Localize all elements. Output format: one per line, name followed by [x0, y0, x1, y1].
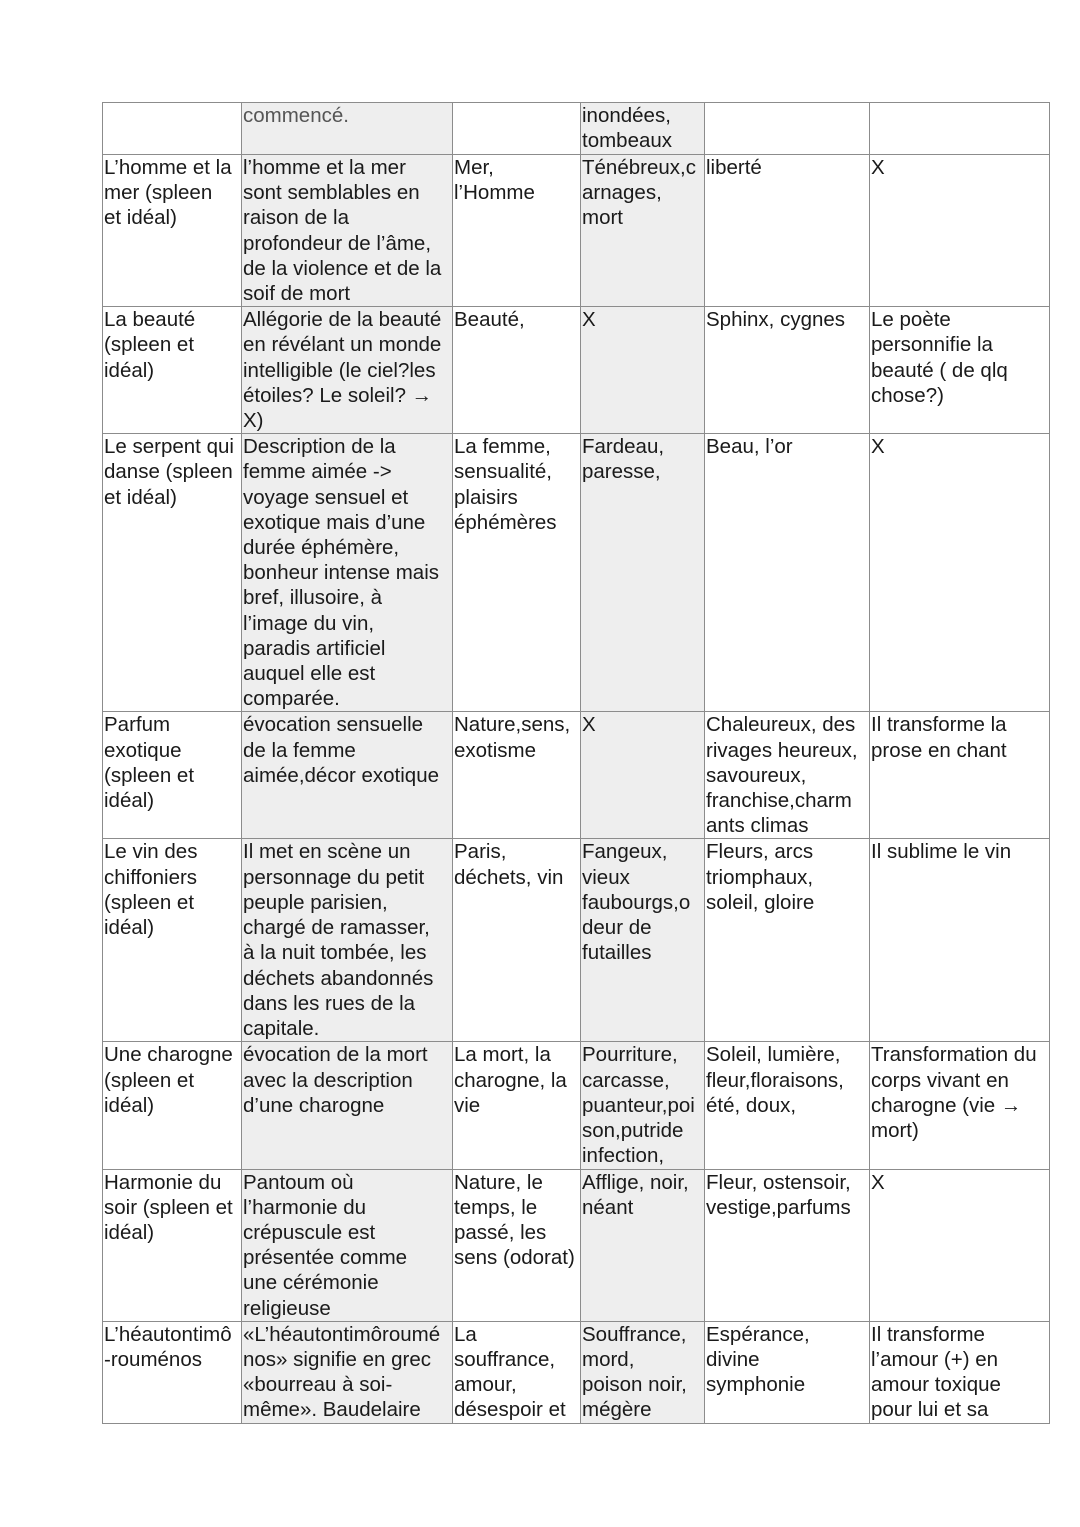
cell-summary: évocation sensuelle de la femme aimée,décor exotique [242, 712, 453, 839]
cell-alchemy: Il transforme l’amour (+) en amour toxique pour lui et sa [870, 1321, 1050, 1423]
cell-alchemy: X [870, 1169, 1050, 1321]
cell-summary: Description de la femme aimée -> voyage sensuel et exotique mais d’une durée éphémère, bonheur intense mais bref, illusoire, à l’image du vin, paradis artificiel auquel elle est comparée. [242, 434, 453, 712]
cell-spleen: X [581, 307, 705, 434]
cell-summary: Pantoum où l’harmonie du crépuscule est présentée comme une cérémonie religieuse [242, 1169, 453, 1321]
table-row [103, 839, 1050, 1042]
cell-themes [453, 103, 581, 155]
cell-spleen: Afflige, noir, néant [581, 1169, 705, 1321]
cell-summary: Allégorie de la beauté en révélant un monde intelligible (le ciel?les étoiles? Le soleil? → X) [242, 307, 453, 434]
cell-summary: «L’héautontimôroumé nos» signifie en grec «bourreau à soi- même». Baudelaire [242, 1321, 453, 1423]
cell-themes: Nature, le temps, le passé, les sens (odorat) [453, 1169, 581, 1321]
cell-alchemy: X [870, 434, 1050, 712]
cell-themes: La mort, la charogne, la vie [453, 1042, 581, 1169]
table-row [103, 712, 1050, 839]
cell-alchemy: X [870, 155, 1050, 307]
cell-spleen: Fangeux, vieux faubourgs,o deur de futailles [581, 839, 705, 1042]
cell-ideal: liberté [705, 155, 870, 307]
cell-poem: Harmonie du soir (spleen et idéal) [103, 1169, 242, 1321]
table-row [103, 103, 1050, 155]
cell-themes: La souffrance, amour, désespoir et [453, 1321, 581, 1423]
cell-alchemy: Le poète personnifie la beauté ( de qlq chose?) [870, 307, 1050, 434]
cell-ideal [705, 103, 870, 155]
table-row [103, 155, 1050, 307]
cell-ideal: Fleur, ostensoir, vestige,parfums [705, 1169, 870, 1321]
table-row [103, 1169, 1050, 1321]
cell-spleen: Fardeau, paresse, [581, 434, 705, 712]
cell-spleen: Souffrance, mord, poison noir, mégère [581, 1321, 705, 1423]
cell-poem: La beauté (spleen et idéal) [103, 307, 242, 434]
cell-alchemy [870, 103, 1050, 155]
cell-spleen: inondées, tombeaux [581, 103, 705, 155]
cell-ideal: Sphinx, cygnes [705, 307, 870, 434]
cell-summary: évocation de la mort avec la description d’une charogne [242, 1042, 453, 1169]
cell-alchemy: Il transforme la prose en chant [870, 712, 1050, 839]
cell-ideal: Soleil, lumière, fleur,floraisons, été, doux, [705, 1042, 870, 1169]
cell-poem: L’homme et la mer (spleen et idéal) [103, 155, 242, 307]
cell-alchemy: Transformation du corps vivant en charogne (vie → mort) [870, 1042, 1050, 1169]
cell-ideal: Chaleureux, des rivages heureux, savoureux, franchise,charm ants climas [705, 712, 870, 839]
cell-themes: Nature,sens, exotisme [453, 712, 581, 839]
cell-poem: Le serpent qui danse (spleen et idéal) [103, 434, 242, 712]
cell-summary: l’homme et la mer sont semblables en raison de la profondeur de l’âme, de la violence et de la soif de mort [242, 155, 453, 307]
poems-analysis-table [102, 102, 1050, 1424]
cell-themes: Paris, déchets, vin [453, 839, 581, 1042]
cell-poem: Une charogne (spleen et idéal) [103, 1042, 242, 1169]
table-row [103, 434, 1050, 712]
cell-spleen: Ténébreux,c arnages, mort [581, 155, 705, 307]
cell-summary: Il met en scène un personnage du petit peuple parisien, chargé de ramasser, à la nuit tombée, les déchets abandonnés dans les rues de la capitale. [242, 839, 453, 1042]
cell-poem: L’héautontimô -rouménos [103, 1321, 242, 1423]
document-page [102, 102, 1050, 1424]
cell-ideal: Espérance, divine symphonie [705, 1321, 870, 1423]
cell-themes: La femme, sensualité, plaisirs éphémères [453, 434, 581, 712]
cell-ideal: Beau, l’or [705, 434, 870, 712]
cell-spleen: Pourriture, carcasse, puanteur,poi son,putride infection, [581, 1042, 705, 1169]
cell-poem: Le vin des chiffoniers (spleen et idéal) [103, 839, 242, 1042]
cell-spleen: X [581, 712, 705, 839]
cell-ideal: Fleurs, arcs triomphaux, soleil, gloire [705, 839, 870, 1042]
table-row [103, 307, 1050, 434]
cell-themes: Mer, l’Homme [453, 155, 581, 307]
cell-summary: commencé. [242, 103, 453, 155]
cell-poem [103, 103, 242, 155]
table-row [103, 1042, 1050, 1169]
cell-themes: Beauté, [453, 307, 581, 434]
cell-poem: Parfum exotique (spleen et idéal) [103, 712, 242, 839]
cell-alchemy: Il sublime le vin [870, 839, 1050, 1042]
table-row [103, 1321, 1050, 1423]
